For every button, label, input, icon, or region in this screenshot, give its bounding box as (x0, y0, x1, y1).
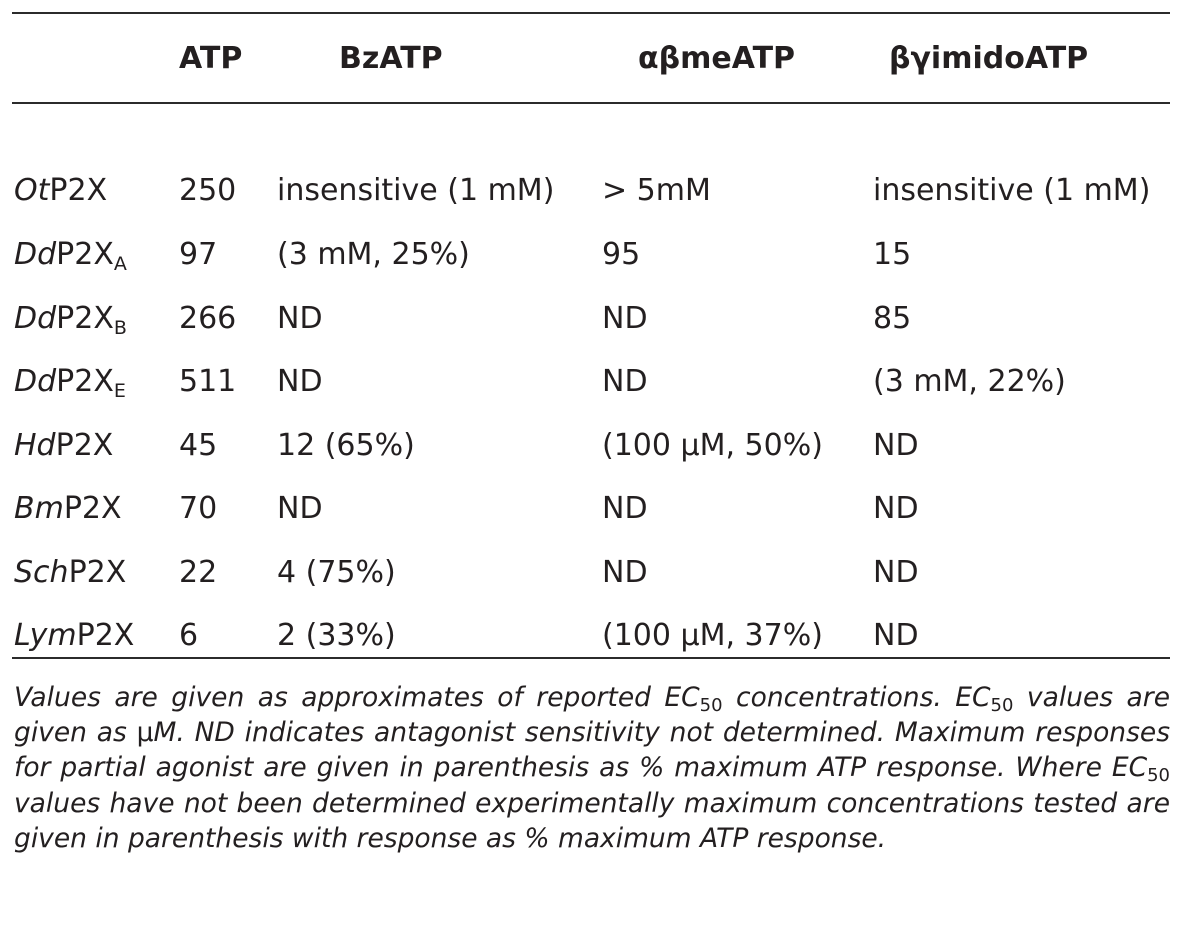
atp-value-cell: 22 (179, 554, 218, 590)
abmeatp-value-cell: (100 μM, 50%) (602, 427, 823, 463)
bgimidoatp-value-cell: (3 mM, 22%) (873, 364, 1066, 400)
bzatp-value-cell: (3 mM, 25%) (277, 237, 470, 273)
receptor-subtype: A (113, 253, 127, 276)
bgimidoatp-value-cell: ND (873, 491, 919, 527)
table-body (14, 94, 1173, 668)
species-prefix: Lym (14, 618, 77, 654)
atp-value-cell: 511 (179, 364, 237, 400)
agonist-table (14, 24, 1173, 668)
receptor-name-cell (14, 158, 179, 224)
header-cell-abmeatp: αβmeATP (638, 41, 796, 76)
receptor-name-cell (14, 224, 179, 288)
receptor-base: P2X (56, 364, 114, 400)
atp-value-cell: 45 (179, 427, 218, 463)
header-cell-bgimidoatp: βγimidoATP (889, 41, 1089, 76)
abmeatp-value-cell: ND (602, 364, 648, 400)
table-row (14, 605, 1173, 669)
receptor-name-cell (14, 287, 179, 351)
abmeatp-value-cell: ND (602, 554, 648, 590)
receptor-base: P2X (68, 554, 127, 590)
species-prefix: Ot (14, 172, 50, 208)
bzatp-value-cell: insensitive (1 mM) (277, 172, 555, 208)
receptor-name-cell (14, 478, 179, 542)
bzatp-value-cell: ND (277, 364, 323, 400)
bgimidoatp-value-cell: ND (873, 427, 919, 463)
species-prefix: Hd (14, 427, 56, 463)
receptor-base: P2X (49, 172, 108, 208)
footnote-text-3: values are given as (14, 682, 1170, 749)
receptor-name-cell (14, 414, 179, 478)
footnote-text-5: values have not been determined experimentally maximum concentrations tested are given in parenthesis with response as % maximum ATP response. (14, 787, 1170, 854)
species-prefix: Dd (14, 300, 57, 336)
bgimidoatp-value-cell: insensitive (1 mM) (873, 172, 1151, 208)
top-rule (12, 12, 1170, 14)
table-row (14, 351, 1173, 415)
atp-value-cell: 70 (179, 491, 218, 527)
header-cell-atp: ATP (179, 41, 243, 76)
bzatp-value-cell: 2 (33%) (277, 618, 396, 654)
receptor-name-cell (14, 541, 179, 605)
bgimidoatp-value-cell: 15 (873, 237, 912, 273)
atp-value-cell: 250 (179, 172, 237, 208)
abmeatp-value-cell: > 5mM (602, 172, 711, 208)
footnote-sub-3: 50 (1147, 765, 1170, 787)
footnote-sub-2: 50 (990, 695, 1014, 716)
bzatp-value-cell: ND (277, 491, 323, 527)
species-prefix: Dd (14, 364, 57, 400)
receptor-subtype: E (113, 380, 126, 403)
bgimidoatp-value-cell: ND (873, 618, 919, 654)
atp-value-cell: 6 (179, 618, 199, 654)
receptor-name-cell (14, 351, 179, 415)
footnote-text-2: concentrations. EC (722, 682, 991, 713)
footnote-sub-1: 50 (699, 695, 723, 716)
abmeatp-value-cell: 95 (602, 237, 641, 273)
receptor-name-cell (14, 605, 179, 669)
receptor-base: P2X (55, 427, 114, 463)
abmeatp-value-cell: ND (602, 300, 648, 336)
atp-value-cell: 266 (179, 300, 237, 336)
table-row (14, 224, 1173, 288)
bzatp-value-cell: 4 (75%) (277, 554, 396, 590)
receptor-base: P2X (56, 237, 114, 273)
bgimidoatp-value-cell: 85 (873, 300, 912, 336)
table-row (14, 158, 1173, 224)
bzatp-value-cell: ND (277, 300, 323, 336)
atp-value-cell: 97 (179, 237, 218, 273)
table-row (14, 287, 1173, 351)
receptor-base: P2X (76, 618, 135, 654)
receptor-base: P2X (56, 300, 114, 336)
header-cell-receptor (14, 24, 179, 94)
bgimidoatp-value-cell: ND (873, 554, 919, 590)
species-prefix: Bm (14, 491, 64, 527)
species-prefix: Sch (14, 554, 69, 590)
table-header (14, 24, 1173, 94)
table-row (14, 541, 1173, 605)
header-cell-bzatp: BzATP (339, 41, 443, 76)
species-prefix: Dd (14, 237, 57, 273)
abmeatp-value-cell: ND (602, 491, 648, 527)
receptor-subtype: B (113, 316, 127, 339)
receptor-base: P2X (63, 491, 122, 527)
footnote-mu: μ (136, 717, 154, 749)
abmeatp-value-cell: (100 μM, 37%) (602, 618, 823, 654)
footnote-text-1: Values are given as approximates of reported EC (14, 682, 700, 713)
table-row (14, 478, 1173, 542)
footnote-text-4: M. ND indicates antagonist sensitivity not determined. Maximum responses for partial agonist are given in parenthesis as % maximum ATP response. Where EC (14, 717, 1170, 784)
table-row (14, 414, 1173, 478)
bzatp-value-cell: 12 (65%) (277, 427, 415, 463)
table-footnote (14, 680, 1170, 856)
